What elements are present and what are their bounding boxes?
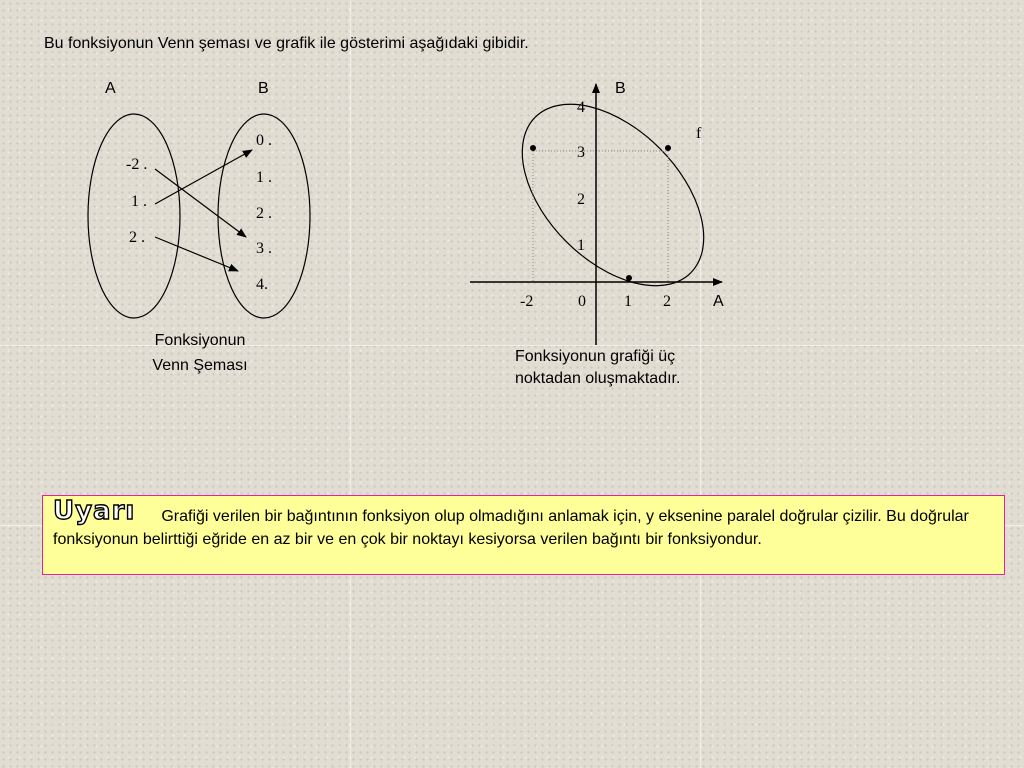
graph-caption-line: Fonksiyonun grafiği üç (515, 348, 676, 365)
y-axis-label: B (615, 80, 626, 97)
graph-point (530, 145, 536, 151)
venn-b-item: 3 . (256, 240, 272, 257)
venn-a-item: 2 . (129, 229, 145, 246)
venn-a-item: -2 . (126, 156, 148, 173)
y-tick-label: 4 (577, 99, 585, 116)
venn-a-item: 1 . (131, 193, 147, 210)
x-axis-label: A (713, 293, 724, 310)
slide-title: Bu fonksiyonun Venn şeması ve grafik ile gösterimi aşağıdaki gibidir. (44, 35, 529, 52)
warning-note-box (42, 495, 1005, 575)
function-graph (470, 71, 737, 345)
x-tick-label: 1 (624, 293, 632, 310)
y-tick-label: 2 (577, 191, 585, 208)
venn-b-item: 0 . (256, 132, 272, 149)
graph-point (665, 145, 671, 151)
x-tick-label: -2 (520, 293, 534, 310)
warning-heading: Uyarı (53, 496, 136, 526)
venn-b-item: 1 . (256, 169, 272, 186)
venn-set-a-label: A (105, 80, 116, 97)
guide-lines (533, 151, 668, 282)
venn-b-item: 2 . (256, 205, 272, 222)
y-tick-label: 3 (577, 144, 585, 161)
x-tick-label: 0 (578, 293, 586, 310)
graph-caption-line: noktadan oluşmaktadır. (515, 370, 681, 387)
venn-caption-line: Fonksiyonun (154, 332, 246, 349)
graph-caption (515, 346, 680, 390)
venn-set-a-ellipse (88, 114, 180, 318)
venn-caption (120, 328, 280, 378)
warning-text: Grafiği verilen bir bağıntının fonksiyon olup olmadığını anlamak için, y eksenine paralel doğrular çizilir. Bu doğrular fonksiyonun belirttiği eğride en az bir ve en çok bir noktayı kesiyorsa verilen bağıntı bir fonksiyondur. (53, 508, 969, 548)
venn-diagram (88, 80, 310, 318)
curve-label: f (696, 125, 702, 142)
venn-set-b-label: B (258, 80, 269, 97)
graph-point (626, 275, 632, 281)
x-tick-label: 2 (663, 293, 671, 310)
mapping-arrow (155, 237, 238, 271)
venn-caption-line: Venn Şeması (152, 357, 248, 374)
venn-b-item: 4. (256, 276, 268, 293)
mapping-arrow (155, 150, 252, 204)
y-tick-label: 1 (577, 237, 585, 254)
